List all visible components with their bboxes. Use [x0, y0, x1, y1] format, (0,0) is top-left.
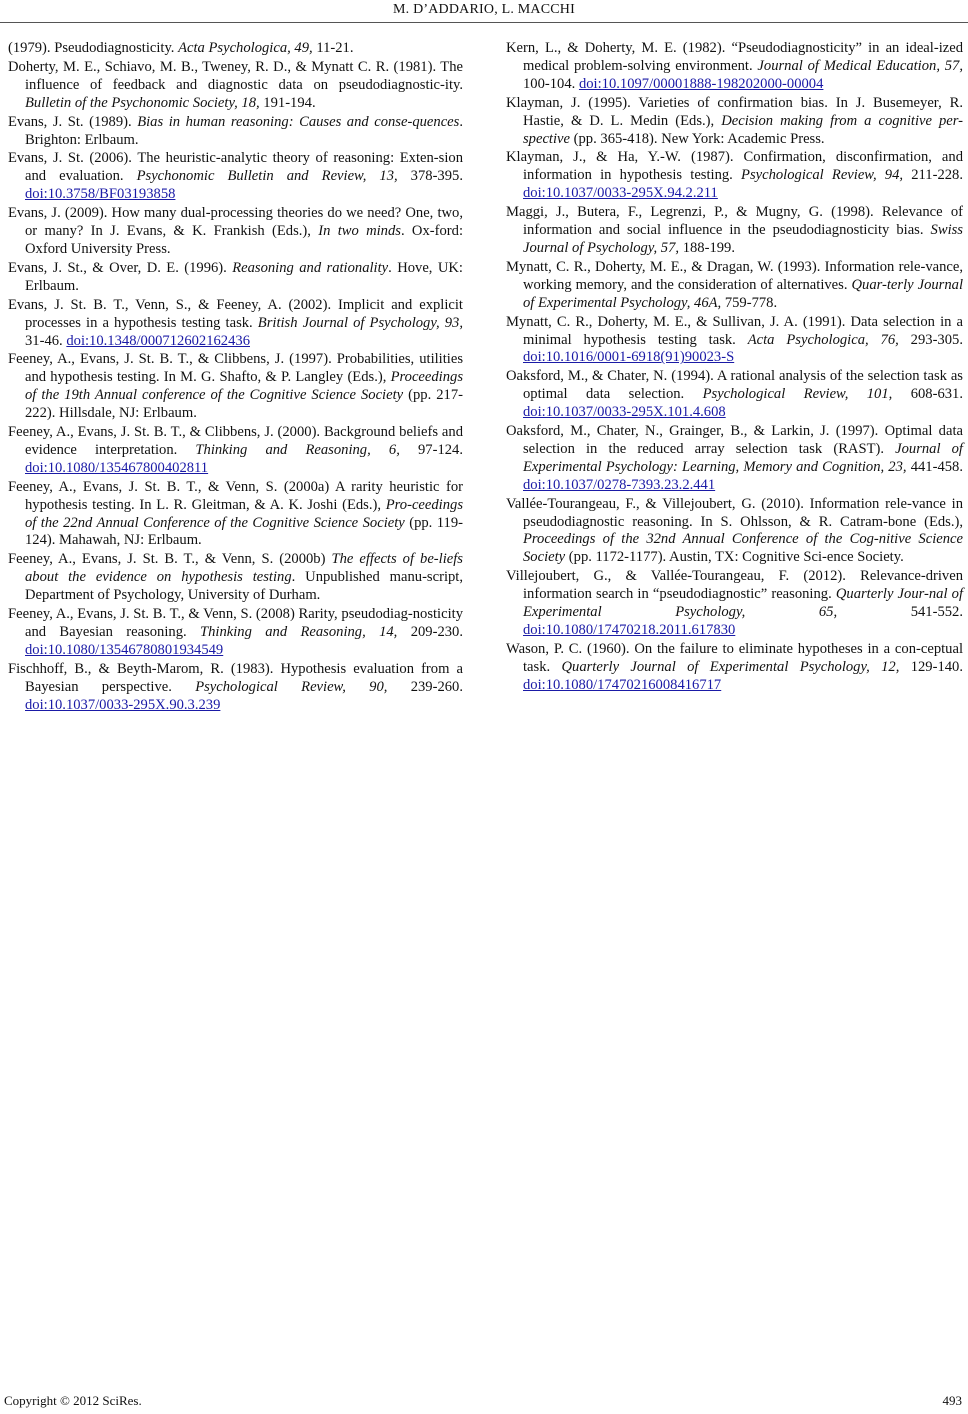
reference-text: Maggi, J., Butera, F., Legrenzi, P., & Mugny, G. (1998). Relevance of information and social influence in the pseudodiagnosticity bias. — [506, 204, 963, 239]
reference-source-title: In two minds — [318, 223, 401, 240]
reference-entry — [8, 260, 463, 296]
reference-text: 11-21. — [312, 40, 354, 56]
reference-text: 293-305. — [898, 331, 963, 348]
reference-text: Feeney, A., Evans, J. St. B. T., & Venn, S. (2008) Rarity, pseudodiag-nosticity and Bayesian reasoning. — [8, 606, 463, 640]
reference-source-title: Thinking and Reasoning, 6, — [195, 441, 400, 458]
header-divider — [0, 22, 968, 23]
doi-link[interactable]: doi:10.1080/135467800402811 — [25, 459, 209, 476]
reference-entry — [8, 297, 463, 351]
reference-text: Feeney, A., Evans, J. St. B. T., & Venn, S. (2000b) — [8, 551, 332, 568]
reference-text: Evans, J. St., & Over, D. E. (1996). — [8, 259, 233, 276]
reference-text: Evans, J. St. B. T., Venn, S., & Feeney, A. (2002). Implicit and explicit processes in a hypothesis testing task. — [8, 296, 463, 331]
reference-entry — [8, 424, 463, 478]
reference-entry — [506, 368, 963, 422]
reference-entry — [8, 351, 463, 423]
reference-text: Oaksford, M., Chater, N., Grainger, B., & Larkin, J. (1997). Optimal data selection in the reduced array selection task (RAST). — [506, 423, 963, 457]
reference-source-title: Bulletin of the Psychonomic Society, 18, — [25, 94, 260, 111]
doi-link[interactable]: doi:10.1097/00001888-198202000-00004 — [578, 75, 824, 92]
reference-text: 100-104. — [523, 75, 579, 92]
doi-link[interactable]: doi:10.1080/17470216008416717 — [523, 676, 722, 693]
reference-text: 608-631. — [892, 386, 963, 403]
reference-entry — [506, 95, 963, 149]
reference-text: Evans, J. St. (2006). The heuristic-analytic theory of reasoning: Exten-sion and evaluation. — [8, 150, 463, 185]
doi-link[interactable]: doi:10.1037/0278-7393.23.2.441 — [523, 476, 716, 493]
reference-source-title: Journal of Experimental Psychology: Learning, Memory and Cognition, 23, — [523, 440, 963, 475]
reference-entry — [8, 205, 463, 259]
doi-link[interactable]: doi:10.3758/BF03193858 — [25, 186, 176, 203]
reference-text: Doherty, M. E., Schiavo, M. B., Tweney, R. D., & Mynatt C. R. (1981). The influence of feedback and diagnostic data on pseudodiagnostic-ity. — [8, 58, 463, 93]
reference-source-title: Thinking and Reasoning, 14, — [200, 624, 398, 640]
reference-entry — [8, 150, 463, 204]
reference-text: Mynatt, C. R., Doherty, M. E., & Sullivan, J. A. (1991). Data selection in a minimal hypothesis testing task. — [506, 313, 963, 348]
reference-text: Mynatt, C. R., Doherty, M. E., & Dragan, W. (1993). Information rele-vance, working memory, and the consideration of alternatives. — [506, 258, 963, 293]
reference-entry — [8, 661, 463, 715]
reference-text: (pp. 217-222). Hillsdale, NJ: Erlbaum. — [25, 387, 463, 422]
doi-link[interactable]: doi:10.1080/13546780801934549 — [25, 641, 224, 658]
reference-text: Klayman, J. (1995). Varieties of confirmation bias. In J. Busemeyer, R. Hastie, & D. L. Medin (Eds.), — [506, 94, 963, 129]
reference-text: Feeney, A., Evans, J. St. B. T., & Clibbens, J. (2000). Background beliefs and evidence interpretation. — [8, 424, 463, 458]
reference-text: 129-140. — [899, 658, 963, 675]
reference-source-title: Swiss Journal of Psychology, 57, — [523, 222, 963, 256]
copyright-notice: Copyright © 2012 SciRes. — [4, 1393, 142, 1408]
reference-text: 188-199. — [679, 239, 736, 256]
reference-text: Wason, P. C. (1960). On the failure to eliminate hypotheses in a con-ceptual task. — [506, 640, 963, 675]
reference-source-title: Psychological Review, 94, — [741, 167, 904, 184]
reference-entry — [506, 423, 963, 495]
reference-entry — [506, 149, 963, 203]
reference-entry — [506, 40, 963, 94]
reference-text: . Hove, UK: Erlbaum. — [25, 259, 463, 294]
reference-text: . Brighton: Erlbaum. — [25, 113, 463, 148]
reference-source-title: Quarterly Journal of Experimental Psychology, 12, — [561, 658, 900, 675]
reference-source-title: Psychological Review, 101, — [702, 386, 893, 403]
reference-entry — [8, 59, 463, 113]
reference-text: Evans, J. (2009). How many dual-processing theories do we need? One, two, or many? In J. Evans, & K. Frankish (Eds.), — [8, 205, 463, 240]
reference-entry — [8, 114, 463, 150]
doi-link[interactable]: doi:10.1037/0033-295X.90.3.239 — [25, 696, 221, 713]
reference-source-title: Bias in human reasoning: Causes and conse-quences — [137, 113, 460, 130]
reference-text: Feeney, A., Evans, J. St. B. T., & Venn, S. (2000a) A rarity heuristic for hypothesis testing. In L. R. Gleitman, & A. K. Joshi (Eds.), — [8, 478, 463, 513]
reference-text: Kern, L., & Doherty, M. E. (1982). “Pseudodiagnosticity” in an ideal-ized medical problem-solving environment. — [506, 40, 963, 74]
doi-link[interactable]: doi:10.1016/0001-6918(91)90023-S — [523, 349, 735, 366]
reference-text: Feeney, A., Evans, J. St. B. T., & Clibbens, J. (1997). Probabilities, utilities and hypothesis testing. In M. G. Shafto, & P. Langley (Eds.), — [8, 351, 463, 386]
reference-entry — [506, 568, 963, 640]
reference-list-right-column — [506, 40, 963, 696]
reference-list-left-column — [8, 40, 463, 716]
reference-entry — [8, 606, 463, 660]
doi-link[interactable]: doi:10.1080/17470218.2011.617830 — [523, 622, 736, 638]
reference-source-title: British Journal of Psychology, 93, — [257, 314, 463, 331]
reference-text: Villejoubert, G., & Vallée-Tourangeau, F. (2012). Relevance-driven information search in “pseudodiagnostic” reasoning. — [506, 568, 963, 603]
reference-text: 191-194. — [259, 94, 316, 111]
reference-text: 541-552. — [837, 604, 963, 621]
reference-entry — [8, 40, 463, 58]
reference-source-title: Psychonomic Bulletin and Review, 13, — [136, 168, 398, 185]
running-head: M. D’ADDARIO, L. MACCHI — [393, 2, 575, 17]
reference-entry — [8, 479, 463, 551]
reference-text: Evans, J. St. (1989). — [8, 113, 138, 130]
reference-text: (pp. 1172-1177). Austin, TX: Cognitive Sci-ence Society. — [565, 549, 904, 566]
reference-entry — [8, 551, 463, 605]
reference-entry — [506, 259, 963, 313]
reference-text: 31-46. — [25, 332, 67, 349]
reference-source-title: Proceedings of the 19th Annual conference of the Cognitive Science Society — [25, 369, 463, 404]
reference-text: 378-395. — [397, 168, 463, 185]
reference-source-title: Psychological Review, 90, — [195, 678, 388, 695]
reference-source-title: Proceedings of the 32nd Annual Conference of the Cog-nitive Science Society — [523, 531, 963, 566]
doi-link[interactable]: doi:10.1037/0033-295X.94.2.211 — [523, 185, 718, 202]
reference-source-title: Quar-terly Journal of Experimental Psychology, 46A, — [523, 276, 963, 311]
reference-source-title: Decision making from a cognitive per-spective — [523, 112, 963, 147]
doi-link[interactable]: doi:10.1037/0033-295X.101.4.608 — [523, 404, 726, 421]
reference-source-title: Pro-ceedings of the 22nd Annual Conference of the Cognitive Science Society — [25, 496, 463, 531]
reference-entry — [506, 314, 963, 368]
reference-text: 97-124. — [399, 441, 463, 458]
reference-text: (pp. 119-124). Mahawah, NJ: Erlbaum. — [25, 514, 463, 549]
reference-text: 441-458. — [906, 458, 963, 475]
reference-text: 239-260. — [387, 678, 463, 695]
reference-text: . Unpublished manu-script, Department of Psychology, University of Durham. — [25, 569, 463, 604]
reference-text: Vallée-Tourangeau, F., & Villejoubert, G. (2010). Information rele-vance in pseudodiagnostic reasoning. In S. Ohlsson, & R. Catram-bone (Eds.), — [506, 495, 963, 530]
reference-entry — [506, 496, 963, 568]
reference-text: Oaksford, M., & Chater, N. (1994). A rational analysis of the selection task as optimal data selection. — [506, 368, 963, 403]
reference-source-title: The effects of be-liefs about the evidence on hypothesis testing — [25, 551, 463, 586]
reference-source-title: Acta Psychologica, 49, — [178, 40, 313, 56]
reference-text: . Ox-ford: Oxford University Press. — [25, 223, 463, 257]
reference-source-title: Reasoning and rationality — [232, 259, 389, 276]
reference-text: 759-778. — [721, 294, 778, 311]
reference-text: (pp. 365-418). New York: Academic Press. — [570, 130, 825, 147]
reference-source-title: Journal of Medical Education, 57, — [757, 57, 963, 74]
page-number: 493 — [942, 1393, 962, 1408]
reference-text: 211-228. — [903, 167, 963, 184]
reference-entry — [506, 204, 963, 258]
reference-source-title: Acta Psychologica, 76, — [747, 331, 899, 348]
reference-text: 209-230. — [397, 624, 463, 640]
reference-text: Klayman, J., & Ha, Y.-W. (1987). Confirmation, disconfirmation, and information in hypothesis testing. — [506, 149, 963, 184]
reference-text: (1979). Pseudodiagnosticity. — [8, 40, 179, 56]
doi-link[interactable]: doi:10.1348/000712602162436 — [66, 332, 250, 349]
reference-text: Fischhoff, B., & Beyth-Marom, R. (1983). Hypothesis evaluation from a Bayesian perspective. — [8, 660, 463, 695]
reference-source-title: Quarterly Jour-nal of Experimental Psychology, 65, — [523, 586, 963, 621]
reference-entry — [506, 641, 963, 695]
